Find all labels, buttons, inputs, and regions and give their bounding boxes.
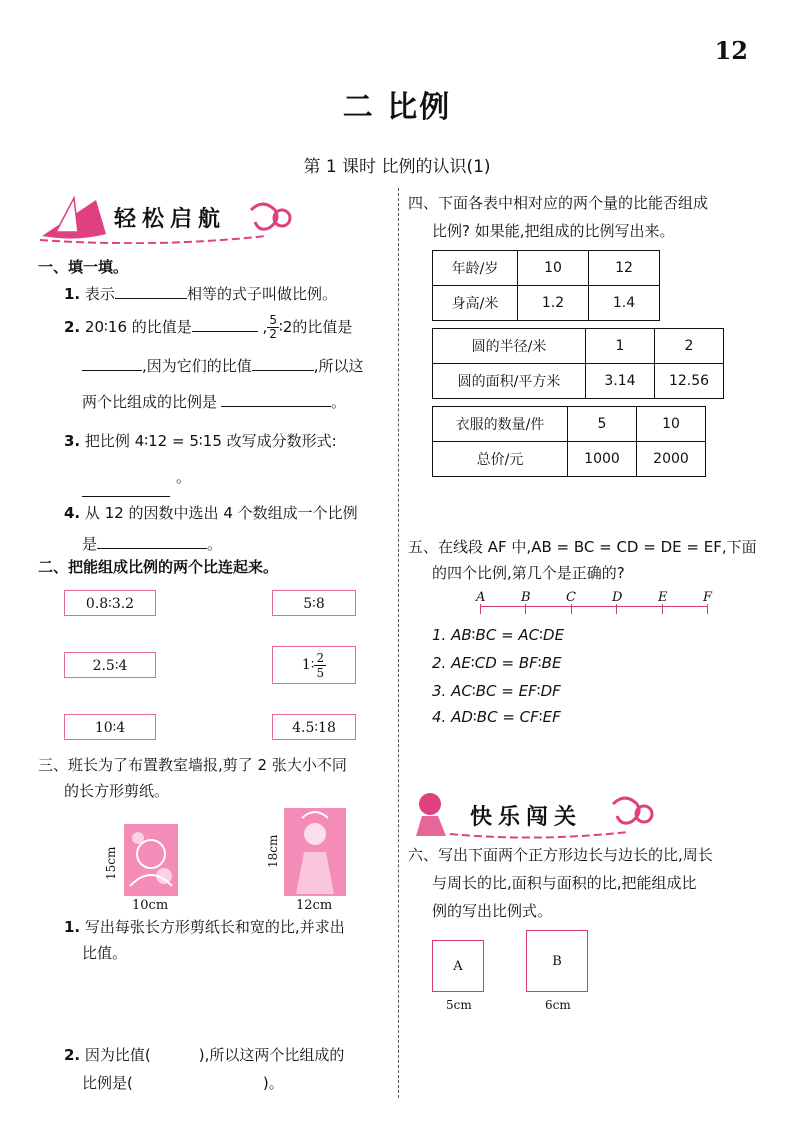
section-4-heading-2: 比例? 如果能,把组成的比例写出来。 [432, 222, 675, 240]
ratio-box-left[interactable]: 2.5∶4 [64, 652, 156, 678]
question-1-2-line3 [82, 392, 346, 410]
question-1-4 [64, 506, 358, 521]
table-cell: 10 [637, 407, 706, 442]
question-text: 。 [207, 535, 223, 553]
point-label: B [521, 590, 531, 605]
ratio-box-right[interactable]: 4.5∶18 [272, 714, 356, 740]
table-cell: 12 [589, 251, 660, 286]
answer-blank[interactable] [252, 356, 314, 371]
square-a: A [432, 940, 484, 992]
question-1-4-line2 [82, 534, 222, 552]
option-1: 1. AB∶BC = AC∶DE [432, 626, 565, 644]
ratio-box-left[interactable]: 10∶4 [64, 714, 156, 740]
ratio-box-left[interactable]: 0.8∶3.2 [64, 590, 156, 616]
question-text: ,所以这 [313, 357, 364, 375]
section-6-heading-3: 例的写出比例式。 [432, 902, 553, 920]
image-2-width: 12cm [296, 898, 333, 913]
table-cell: 1.4 [589, 286, 660, 321]
question-1-1 [64, 284, 337, 302]
question-text: 是 [82, 535, 98, 553]
answer-blank[interactable] [82, 496, 170, 497]
table-row [433, 407, 706, 442]
question-text: ∶2的比值是 [278, 318, 353, 336]
answer-blank[interactable] [82, 356, 142, 371]
table-cell: 3.14 [586, 364, 655, 399]
paper-cut-image-small [124, 824, 178, 896]
question-text: ),所以这两个比组成的 [198, 1046, 345, 1064]
question-text: 比例是( [82, 1074, 133, 1092]
page-number: 12 [714, 36, 748, 65]
section-2-heading: 二、把能组成比例的两个比连起来。 [38, 558, 279, 576]
square-b-side: 6cm [545, 998, 571, 1012]
paper-cut-image-large [284, 808, 346, 896]
table-clothes [432, 406, 706, 477]
ratio-text: 1∶ [301, 657, 315, 673]
table-age-height [432, 250, 660, 321]
table-cell: 2 [655, 329, 724, 364]
section-4-heading: 四、下面各表中相对应的两个量的比能否组成 [408, 194, 709, 212]
question-number: 1. [64, 285, 81, 303]
question-text: 因为比值( [84, 1046, 151, 1064]
question-3-2-line2 [82, 1076, 284, 1091]
question-text: 表示 [84, 285, 115, 303]
table-cell: 12.56 [655, 364, 724, 399]
segment-af [474, 592, 718, 620]
table-row [433, 364, 724, 399]
table-cell: 10 [518, 251, 589, 286]
image-2-height: 18cm [266, 834, 280, 868]
question-number: 2. [64, 318, 81, 336]
question-text: 相等的式子叫做比例。 [186, 285, 337, 303]
question-number: 3. [64, 432, 81, 450]
point-label: A [476, 590, 486, 605]
banner-happy-challenge-text: 快乐闯关 [470, 805, 583, 830]
column-divider [398, 188, 399, 1098]
image-1-width: 10cm [132, 898, 169, 913]
section-3-heading: 三、班长为了布置教室墙报,剪了 2 张大小不同 [38, 756, 347, 774]
table-cell: 5 [568, 407, 637, 442]
question-1-2: 2. 20∶16 的比值是 , $\frac{5}{2}$ ∶2的比值是 [64, 313, 353, 341]
question-text: 把比例 4∶12 = 5∶15 改写成分数形式: [84, 432, 337, 450]
question-1-3 [64, 434, 337, 449]
section-3-heading-2: 的长方形剪纸。 [64, 782, 170, 800]
question-text: 20∶16 的比值是 [84, 318, 192, 336]
question-text: )。 [262, 1074, 284, 1092]
table-row [433, 442, 706, 477]
table-cell: 1 [586, 329, 655, 364]
tick [480, 604, 481, 614]
answer-blank[interactable] [192, 317, 258, 332]
square-a-side: 5cm [446, 998, 472, 1012]
question-number: 4. [64, 504, 81, 522]
point-label: C [566, 590, 576, 605]
ratio-box-right[interactable]: 5∶8 [272, 590, 356, 616]
table-cell: 1.2 [518, 286, 589, 321]
table-cell: 圆的半径/米 [433, 329, 586, 364]
point-label: E [658, 590, 668, 605]
option-2: 2. AE∶CD = BF∶BE [432, 654, 562, 672]
page-title: 二 比例 [342, 90, 452, 125]
table-cell: 2000 [637, 442, 706, 477]
section-1-heading: 一、填一填。 [38, 258, 129, 276]
table-cell: 圆的面积/平方米 [433, 364, 586, 399]
question-text: ,因为它们的比值 [142, 357, 252, 375]
table-cell: 年龄/岁 [433, 251, 518, 286]
banner-happy-challenge [408, 788, 658, 840]
fraction: $\frac{2}{5}$ [316, 650, 325, 680]
table-cell: 身高/米 [433, 286, 518, 321]
image-1-height: 15cm [104, 846, 118, 880]
ratio-box-right[interactable] [272, 646, 356, 684]
question-1-3-end: 。 [176, 468, 192, 486]
table-cell: 衣服的数量/件 [433, 407, 568, 442]
question-text: 两个比组成的比例是 [82, 393, 218, 411]
question-3-2 [64, 1048, 344, 1063]
question-3-1-line2: 比值。 [82, 944, 128, 962]
question-number: 1. [64, 918, 81, 936]
opera-figure-icon [284, 808, 346, 896]
tick [707, 604, 708, 614]
table-circle [432, 328, 724, 399]
question-number: 2. [64, 1046, 81, 1064]
tick [571, 604, 572, 614]
question-3-1 [64, 920, 345, 935]
square-b: B [526, 930, 588, 992]
tick [616, 604, 617, 614]
table-cell: 1000 [568, 442, 637, 477]
table-cell: 总价/元 [433, 442, 568, 477]
question-text: 从 12 的因数中选出 4 个数组成一个比例 [84, 504, 358, 522]
option-3: 3. AC∶BC = EF∶DF [432, 682, 561, 700]
banner-easy-start [36, 192, 296, 244]
section-5-heading-2: 的四个比例,第几个是正确的? [432, 564, 625, 582]
banner-easy-start-text: 轻松启航 [114, 207, 227, 232]
table-row [433, 329, 724, 364]
question-text: 。 [331, 393, 347, 411]
section-5-heading: 五、在线段 AF 中,AB = BC = CD = DE = EF,下面 [408, 538, 757, 556]
section-6-heading: 六、写出下面两个正方形边长与边长的比,周长 [408, 846, 713, 864]
point-label: D [612, 590, 623, 605]
lesson-subtitle: 第 1 课时 比例的认识(1) [303, 157, 491, 177]
flower-pattern-icon [124, 824, 178, 896]
segment-line [480, 606, 708, 607]
option-4: 4. AD∶BC = CF∶EF [432, 708, 561, 726]
fraction: $\frac{5}{2}$ [269, 313, 277, 341]
question-1-2-line2 [82, 356, 364, 374]
section-6-heading-2: 与周长的比,面积与面积的比,把能组成比 [432, 874, 697, 892]
table-row [433, 286, 660, 321]
question-text: 写出每张长方形剪纸长和宽的比,并求出 [84, 918, 345, 936]
answer-blank[interactable] [115, 284, 187, 299]
tick [525, 604, 526, 614]
answer-blank[interactable] [97, 534, 207, 549]
table-row [433, 251, 660, 286]
tick [662, 604, 663, 614]
answer-blank[interactable] [221, 392, 331, 407]
point-label: F [703, 590, 713, 605]
